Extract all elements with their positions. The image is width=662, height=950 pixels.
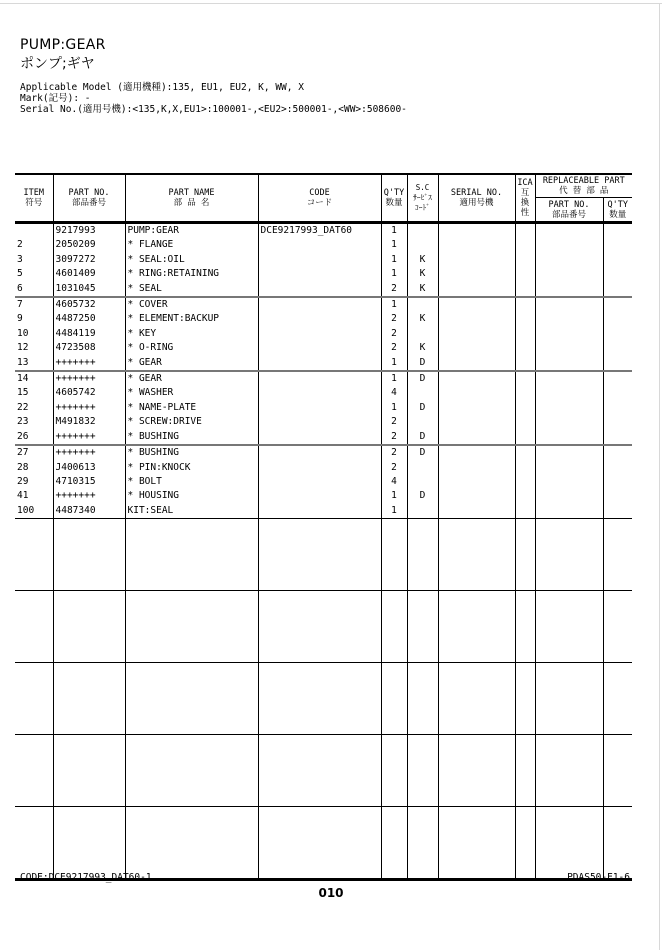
blank-row	[15, 591, 632, 663]
blank-cell	[125, 663, 258, 735]
cell-service-code: K	[407, 267, 438, 281]
cell-replaceable-part-no	[535, 327, 603, 341]
cell-serial-no	[438, 267, 515, 281]
cell-interchangeability	[515, 489, 535, 503]
cell-service-code	[407, 223, 438, 239]
header-serial-no: SERIAL NO. 適用号機	[438, 174, 515, 223]
blank-row	[15, 807, 632, 880]
cell-part-no: 3097272	[53, 253, 125, 267]
blank-cell	[603, 519, 632, 591]
cell-replaceable-qty	[603, 445, 632, 460]
cell-serial-no	[438, 489, 515, 503]
cell-qty: 2	[381, 445, 407, 460]
cell-interchangeability	[515, 401, 535, 415]
cell-code	[258, 297, 381, 312]
blank-cell	[535, 519, 603, 591]
blank-cell	[15, 663, 53, 735]
cell-replaceable-part-no	[535, 445, 603, 460]
table-row	[15, 253, 632, 267]
cell-part-no: 2050209	[53, 238, 125, 252]
cell-part-no: 4710315	[53, 475, 125, 489]
table-row	[15, 356, 632, 371]
blank-cell	[603, 735, 632, 807]
blank-cell	[438, 663, 515, 735]
cell-replaceable-qty	[603, 223, 632, 239]
header-item: ITEM 符号	[15, 174, 53, 223]
cell-service-code: K	[407, 253, 438, 267]
blank-cell	[515, 735, 535, 807]
cell-replaceable-part-no	[535, 297, 603, 312]
table-row	[15, 489, 632, 503]
cell-serial-no	[438, 297, 515, 312]
blank-cell	[125, 807, 258, 880]
cell-qty: 1	[381, 356, 407, 371]
cell-item: 22	[15, 401, 53, 415]
cell-item: 10	[15, 327, 53, 341]
cell-replaceable-qty	[603, 341, 632, 355]
cell-serial-no	[438, 238, 515, 252]
table-row	[15, 430, 632, 445]
cell-replaceable-part-no	[535, 282, 603, 297]
cell-part-no: 4487250	[53, 312, 125, 326]
cell-interchangeability	[515, 356, 535, 371]
cell-item: 13	[15, 356, 53, 371]
cell-serial-no	[438, 356, 515, 371]
cell-replaceable-qty	[603, 371, 632, 386]
cell-part-no: 4605742	[53, 386, 125, 400]
cell-code	[258, 253, 381, 267]
cell-service-code: D	[407, 401, 438, 415]
cell-code	[258, 415, 381, 429]
cell-replaceable-qty	[603, 356, 632, 371]
cell-replaceable-qty	[603, 282, 632, 297]
blank-cell	[125, 591, 258, 663]
cell-part-name: * BOLT	[125, 475, 258, 489]
cell-qty: 1	[381, 297, 407, 312]
table-row	[15, 415, 632, 429]
blank-cell	[515, 807, 535, 880]
table-row	[15, 504, 632, 519]
cell-part-no: 9217993	[53, 223, 125, 239]
cell-qty: 1	[381, 238, 407, 252]
cell-replaceable-qty	[603, 297, 632, 312]
blank-cell	[381, 519, 407, 591]
cell-interchangeability	[515, 297, 535, 312]
cell-item	[15, 223, 53, 239]
cell-part-no: M491832	[53, 415, 125, 429]
cell-qty: 4	[381, 386, 407, 400]
cell-replaceable-part-no	[535, 341, 603, 355]
cell-item: 23	[15, 415, 53, 429]
cell-code	[258, 475, 381, 489]
cell-serial-no	[438, 282, 515, 297]
cell-replaceable-part-no	[535, 356, 603, 371]
blank-cell	[603, 807, 632, 880]
cell-interchangeability	[515, 282, 535, 297]
footer-code: CODE:DCE9217993_DAT60-1	[20, 872, 152, 883]
header-code: CODE コード	[258, 174, 381, 223]
blank-cell	[381, 735, 407, 807]
cell-serial-no	[438, 401, 515, 415]
blank-cell	[407, 663, 438, 735]
cell-interchangeability	[515, 371, 535, 386]
blank-cell	[407, 807, 438, 880]
cell-part-no: 4605732	[53, 297, 125, 312]
cell-replaceable-qty	[603, 386, 632, 400]
cell-part-name: * GEAR	[125, 356, 258, 371]
cell-service-code: D	[407, 371, 438, 386]
blank-cell	[15, 807, 53, 880]
cell-part-name: * SEAL:OIL	[125, 253, 258, 267]
cell-part-name: * KEY	[125, 327, 258, 341]
cell-interchangeability	[515, 475, 535, 489]
table-row	[15, 223, 632, 239]
cell-interchangeability	[515, 461, 535, 475]
cell-replaceable-part-no	[535, 430, 603, 445]
cell-part-no: 4723508	[53, 341, 125, 355]
parts-table	[15, 173, 632, 881]
cell-item: 2	[15, 238, 53, 252]
footer-doc-id: PDAS50-E1-6	[567, 872, 630, 883]
table-row	[15, 267, 632, 281]
blank-cell	[381, 807, 407, 880]
cell-part-no: 4487340	[53, 504, 125, 519]
table-row	[15, 282, 632, 297]
cell-serial-no	[438, 386, 515, 400]
blank-cell	[535, 735, 603, 807]
cell-part-no: 4601409	[53, 267, 125, 281]
cell-item: 100	[15, 504, 53, 519]
cell-replaceable-part-no	[535, 253, 603, 267]
cell-qty: 2	[381, 341, 407, 355]
cell-service-code: K	[407, 312, 438, 326]
cell-item: 6	[15, 282, 53, 297]
blank-cell	[535, 591, 603, 663]
cell-replaceable-part-no	[535, 223, 603, 239]
blank-cell	[603, 591, 632, 663]
table-row	[15, 238, 632, 252]
cell-code	[258, 238, 381, 252]
cell-serial-no	[438, 312, 515, 326]
cell-code	[258, 356, 381, 371]
blank-cell	[125, 735, 258, 807]
blank-cell	[53, 807, 125, 880]
blank-cell	[438, 807, 515, 880]
blank-cell	[515, 519, 535, 591]
blank-cell	[258, 591, 381, 663]
cell-serial-no	[438, 461, 515, 475]
blank-cell	[438, 735, 515, 807]
applicable-model: Applicable Model (適用機種):135, EU1, EU2, K, WW, X	[20, 82, 304, 93]
cell-serial-no	[438, 253, 515, 267]
cell-service-code	[407, 504, 438, 519]
cell-part-name: * SCREW:DRIVE	[125, 415, 258, 429]
cell-qty: 2	[381, 327, 407, 341]
cell-service-code: D	[407, 430, 438, 445]
mark: Mark(記号): -	[20, 93, 91, 104]
cell-interchangeability	[515, 327, 535, 341]
cell-replaceable-part-no	[535, 312, 603, 326]
blank-cell	[381, 663, 407, 735]
serial-no: Serial No.(適用号機):<135,K,X,EU1>:100001-,<EU2>:500001-,<WW>:508600-	[20, 104, 407, 115]
cell-code	[258, 386, 381, 400]
cell-qty: 1	[381, 267, 407, 281]
blank-cell	[53, 591, 125, 663]
blank-cell	[407, 519, 438, 591]
cell-qty: 2	[381, 461, 407, 475]
cell-replaceable-part-no	[535, 371, 603, 386]
header-replaceable-part-no: PART NO. 部品番号	[535, 198, 603, 223]
table-row	[15, 341, 632, 355]
blank-cell	[258, 735, 381, 807]
cell-qty: 1	[381, 371, 407, 386]
cell-replaceable-part-no	[535, 401, 603, 415]
blank-cell	[438, 519, 515, 591]
cell-qty: 1	[381, 253, 407, 267]
cell-interchangeability	[515, 253, 535, 267]
cell-replaceable-part-no	[535, 489, 603, 503]
cell-replaceable-qty	[603, 327, 632, 341]
cell-replaceable-qty	[603, 461, 632, 475]
blank-cell	[53, 519, 125, 591]
blank-cell	[407, 735, 438, 807]
cell-replaceable-qty	[603, 430, 632, 445]
cell-code	[258, 371, 381, 386]
cell-serial-no	[438, 341, 515, 355]
cell-qty: 2	[381, 430, 407, 445]
header-interchangeability: ICA 互 換 性	[515, 174, 535, 223]
header-service-code: S.C ｻｰﾋﾞｽ ｺｰﾄﾞ	[407, 174, 438, 223]
cell-part-no: +++++++	[53, 489, 125, 503]
cell-interchangeability	[515, 341, 535, 355]
cell-item: 9	[15, 312, 53, 326]
parts-table-body	[15, 223, 632, 880]
cell-item: 26	[15, 430, 53, 445]
cell-item: 5	[15, 267, 53, 281]
cell-code	[258, 401, 381, 415]
cell-code	[258, 327, 381, 341]
cell-part-name: * RING:RETAINING	[125, 267, 258, 281]
cell-interchangeability	[515, 504, 535, 519]
cell-part-name: * COVER	[125, 297, 258, 312]
cell-service-code	[407, 327, 438, 341]
cell-service-code	[407, 297, 438, 312]
cell-interchangeability	[515, 386, 535, 400]
cell-replaceable-part-no	[535, 267, 603, 281]
cell-item: 12	[15, 341, 53, 355]
cell-service-code	[407, 386, 438, 400]
cell-service-code: D	[407, 489, 438, 503]
blank-cell	[535, 807, 603, 880]
cell-part-name: KIT:SEAL	[125, 504, 258, 519]
cell-interchangeability	[515, 415, 535, 429]
cell-service-code	[407, 461, 438, 475]
cell-qty: 4	[381, 475, 407, 489]
table-row	[15, 327, 632, 341]
cell-service-code: K	[407, 282, 438, 297]
blank-cell	[515, 663, 535, 735]
table-row	[15, 445, 632, 460]
title-english: PUMP:GEAR	[20, 37, 106, 53]
cell-replaceable-qty	[603, 238, 632, 252]
table-row	[15, 386, 632, 400]
cell-part-name: * ELEMENT:BACKUP	[125, 312, 258, 326]
cell-code	[258, 341, 381, 355]
blank-cell	[15, 519, 53, 591]
cell-replaceable-qty	[603, 489, 632, 503]
cell-code: DCE9217993_DAT60	[258, 223, 381, 239]
blank-cell	[515, 591, 535, 663]
cell-serial-no	[438, 371, 515, 386]
cell-part-no: +++++++	[53, 445, 125, 460]
cell-interchangeability	[515, 238, 535, 252]
cell-item: 15	[15, 386, 53, 400]
cell-part-name: * O-RING	[125, 341, 258, 355]
cell-qty: 1	[381, 504, 407, 519]
header-part-no: PART NO. 部品番号	[53, 174, 125, 223]
cell-part-name: * BUSHING	[125, 430, 258, 445]
table-row	[15, 312, 632, 326]
cell-part-name: * FLANGE	[125, 238, 258, 252]
cell-replaceable-qty	[603, 312, 632, 326]
cell-replaceable-part-no	[535, 238, 603, 252]
cell-part-no: 4484119	[53, 327, 125, 341]
cell-service-code	[407, 238, 438, 252]
cell-part-name: * BUSHING	[125, 445, 258, 460]
blank-cell	[53, 735, 125, 807]
cell-item: 7	[15, 297, 53, 312]
table-row	[15, 401, 632, 415]
cell-item: 28	[15, 461, 53, 475]
blank-cell	[603, 663, 632, 735]
cell-code	[258, 461, 381, 475]
blank-row	[15, 519, 632, 591]
cell-interchangeability	[515, 223, 535, 239]
blank-cell	[258, 519, 381, 591]
blank-cell	[407, 591, 438, 663]
cell-code	[258, 282, 381, 297]
blank-cell	[15, 591, 53, 663]
cell-item: 14	[15, 371, 53, 386]
cell-service-code: D	[407, 445, 438, 460]
table-row	[15, 475, 632, 489]
cell-replaceable-qty	[603, 253, 632, 267]
cell-service-code: K	[407, 341, 438, 355]
blank-cell	[258, 807, 381, 880]
cell-qty: 1	[381, 223, 407, 239]
table-row	[15, 297, 632, 312]
blank-cell	[53, 663, 125, 735]
page-number: 010	[318, 886, 344, 900]
cell-part-no: J400613	[53, 461, 125, 475]
cell-replaceable-qty	[603, 415, 632, 429]
cell-part-no: +++++++	[53, 401, 125, 415]
cell-service-code	[407, 415, 438, 429]
cell-replaceable-qty	[603, 475, 632, 489]
cell-part-no: +++++++	[53, 371, 125, 386]
cell-serial-no	[438, 475, 515, 489]
cell-replaceable-qty	[603, 267, 632, 281]
page-right-rule	[659, 3, 660, 950]
cell-serial-no	[438, 504, 515, 519]
cell-part-name: * WASHER	[125, 386, 258, 400]
cell-service-code	[407, 475, 438, 489]
cell-replaceable-part-no	[535, 461, 603, 475]
cell-part-name: * GEAR	[125, 371, 258, 386]
table-row	[15, 371, 632, 386]
blank-cell	[15, 735, 53, 807]
cell-part-no: +++++++	[53, 356, 125, 371]
cell-replaceable-part-no	[535, 475, 603, 489]
page-top-rule	[0, 3, 662, 4]
cell-replaceable-qty	[603, 401, 632, 415]
cell-interchangeability	[515, 445, 535, 460]
cell-part-name: PUMP:GEAR	[125, 223, 258, 239]
blank-cell	[381, 591, 407, 663]
blank-row	[15, 735, 632, 807]
cell-replaceable-part-no	[535, 415, 603, 429]
cell-code	[258, 267, 381, 281]
cell-serial-no	[438, 327, 515, 341]
cell-code	[258, 445, 381, 460]
header-replaceable-part: REPLACEABLE PART 代 替 部 品	[535, 174, 632, 198]
cell-code	[258, 504, 381, 519]
cell-item: 27	[15, 445, 53, 460]
table-row	[15, 461, 632, 475]
cell-code	[258, 312, 381, 326]
cell-serial-no	[438, 445, 515, 460]
cell-service-code: D	[407, 356, 438, 371]
cell-interchangeability	[515, 267, 535, 281]
cell-serial-no	[438, 223, 515, 239]
cell-replaceable-part-no	[535, 386, 603, 400]
cell-replaceable-part-no	[535, 504, 603, 519]
header-qty: Q'TY 数量	[381, 174, 407, 223]
cell-item: 41	[15, 489, 53, 503]
cell-part-name: * HOUSING	[125, 489, 258, 503]
blank-cell	[438, 591, 515, 663]
cell-serial-no	[438, 415, 515, 429]
cell-part-no: 1031045	[53, 282, 125, 297]
cell-qty: 2	[381, 282, 407, 297]
cell-qty: 2	[381, 312, 407, 326]
cell-replaceable-qty	[603, 504, 632, 519]
cell-qty: 1	[381, 401, 407, 415]
cell-part-name: * SEAL	[125, 282, 258, 297]
title-japanese: ポンプ;ギヤ	[20, 56, 95, 72]
header-part-name: PART NAME 部 品 名	[125, 174, 258, 223]
cell-item: 29	[15, 475, 53, 489]
cell-qty: 2	[381, 415, 407, 429]
cell-serial-no	[438, 430, 515, 445]
blank-row	[15, 663, 632, 735]
cell-interchangeability	[515, 312, 535, 326]
blank-cell	[535, 663, 603, 735]
cell-interchangeability	[515, 430, 535, 445]
blank-cell	[258, 663, 381, 735]
cell-part-name: * PIN:KNOCK	[125, 461, 258, 475]
cell-part-name: * NAME-PLATE	[125, 401, 258, 415]
cell-code	[258, 489, 381, 503]
cell-part-no: +++++++	[53, 430, 125, 445]
header-replaceable-qty: Q'TY 数量	[603, 198, 632, 223]
blank-cell	[125, 519, 258, 591]
cell-item: 3	[15, 253, 53, 267]
cell-qty: 1	[381, 489, 407, 503]
cell-code	[258, 430, 381, 445]
